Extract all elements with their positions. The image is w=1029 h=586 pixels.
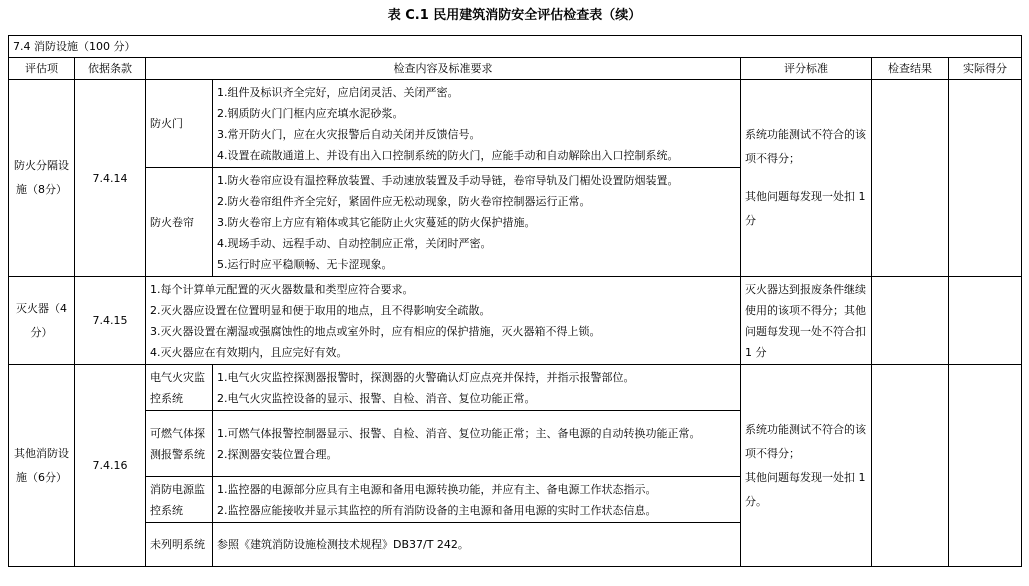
content-line: 1.可燃气体报警控制器显示、报警、自检、消音、复位功能正常；主、备电源的自动转换功能正常。	[217, 426, 701, 440]
score-line: 其他问题每发现一处扣 1 分。	[745, 470, 866, 508]
actual-score-cell[interactable]	[949, 365, 1022, 567]
clause-cell: 7.4.16	[75, 365, 146, 567]
content-line: 3.灭火器设置在潮湿或强腐蚀性的地点或室外时，应有相应的保护措施，灭火器箱不得上锁。	[150, 324, 601, 338]
header-clause: 依据条款	[75, 58, 146, 80]
sub-item-name: 防火卷帘	[146, 168, 213, 277]
result-cell[interactable]	[872, 277, 949, 365]
content-line: 4.灭火器应在有效期内，且应完好有效。	[150, 345, 348, 359]
content-line: 2.电气火灾监控设备的显示、报警、自检、消音、复位功能正常。	[217, 391, 536, 405]
content-line: 3.常开防火门，应在火灾报警后自动关闭并反馈信号。	[217, 127, 481, 141]
check-content	[213, 80, 741, 168]
content-line: 2.监控器应能接收并显示其监控的所有消防设备的主电源和备用电源的实时工作状态信息。	[217, 503, 657, 517]
check-content	[213, 477, 741, 523]
header-row	[9, 58, 1022, 80]
content-line: 5.运行时应平稳顺畅、无卡涩现象。	[217, 257, 393, 271]
clause-cell: 7.4.14	[75, 80, 146, 277]
content-line: 1.每个计算单元配置的灭火器数量和类型应符合要求。	[150, 282, 414, 296]
content-line: 参照《建筑消防设施检测技术规程》DB37/T 242。	[217, 538, 469, 551]
content-line: 2.灭火器应设置在位置明显和便于取用的地点，且不得影响安全疏散。	[150, 303, 491, 317]
item-cell: 其他消防设施（6分）	[9, 365, 75, 567]
content-line: 1.监控器的电源部分应具有主电源和备用电源转换功能，并应有主、备电源工作状态指示。	[217, 482, 657, 496]
content-line: 1.防火卷帘应设有温控释放装置、手动速放装置及手动导链，卷帘导轨及门楣处设置防烟装置。	[217, 173, 679, 187]
check-content	[213, 168, 741, 277]
score-line: 其他问题每发现一处扣 1 分	[745, 190, 866, 227]
header-actual: 实际得分	[949, 58, 1022, 80]
check-content	[146, 277, 741, 365]
content-line: 4.现场手动、远程手动、自动控制应正常，关闭时严密。	[217, 236, 492, 250]
item-cell: 防火分隔设施（8分）	[9, 80, 75, 277]
content-line: 1.组件及标识齐全完好，应启闭灵活、关闭严密。	[217, 85, 459, 99]
result-cell[interactable]	[872, 365, 949, 567]
table-title: 表 C.1 民用建筑消防安全评估检查表（续）	[387, 8, 642, 23]
item-cell: 灭火器（4分）	[9, 277, 75, 365]
check-content	[213, 523, 741, 567]
sub-item-name: 防火门	[146, 80, 213, 168]
content-line: 2.钢质防火门门框内应充填水泥砂浆。	[217, 106, 404, 120]
sub-item-name: 未列明系统	[146, 523, 213, 567]
score-line: 系统功能测试不符合的该项不得分；	[745, 128, 866, 165]
content-line: 2.防火卷帘组件齐全完好，紧固件应无松动现象，防火卷帘控制器运行正常。	[217, 194, 591, 208]
actual-score-cell[interactable]	[949, 80, 1022, 277]
sub-item-name: 电气火灾监控系统	[146, 365, 213, 411]
actual-score-cell[interactable]	[949, 277, 1022, 365]
header-result: 检查结果	[872, 58, 949, 80]
content-line: 1.电气火灾监控探测器报警时，探测器的火警确认灯应点亮并保持，并指示报警部位。	[217, 370, 635, 384]
section-title: 7.4 消防设施（100 分）	[9, 36, 1022, 58]
header-score: 评分标准	[741, 58, 872, 80]
check-content	[213, 411, 741, 477]
section-row	[9, 36, 1022, 58]
content-line: 4.设置在疏散通道上、并设有出入口控制系统的防火门，应能手动和自动解除出入口控制系统。	[217, 148, 679, 162]
content-line: 3.防火卷帘上方应有箱体或其它能防止火灾蔓延的防火保护措施。	[217, 215, 536, 229]
sub-item-name: 消防电源监控系统	[146, 477, 213, 523]
header-content: 检查内容及标准要求	[146, 58, 741, 80]
sub-item-name: 可燃气体探测报警系统	[146, 411, 213, 477]
score-cell	[741, 80, 872, 277]
header-item: 评估项	[9, 58, 75, 80]
result-cell[interactable]	[872, 80, 949, 277]
check-content	[213, 365, 741, 411]
score-cell: 灭火器达到报废条件继续使用的该项不得分；其他问题每发现一处不符合扣 1 分	[741, 277, 872, 365]
score-cell	[741, 365, 872, 567]
score-line: 系统功能测试不符合的该项不得分；	[745, 422, 866, 460]
table-row	[9, 80, 1022, 168]
table-row	[9, 277, 1022, 365]
table-row	[9, 365, 1022, 411]
clause-cell: 7.4.15	[75, 277, 146, 365]
fire-safety-checklist-table	[8, 35, 1022, 567]
content-line: 2.探测器安装位置合理。	[217, 447, 338, 461]
